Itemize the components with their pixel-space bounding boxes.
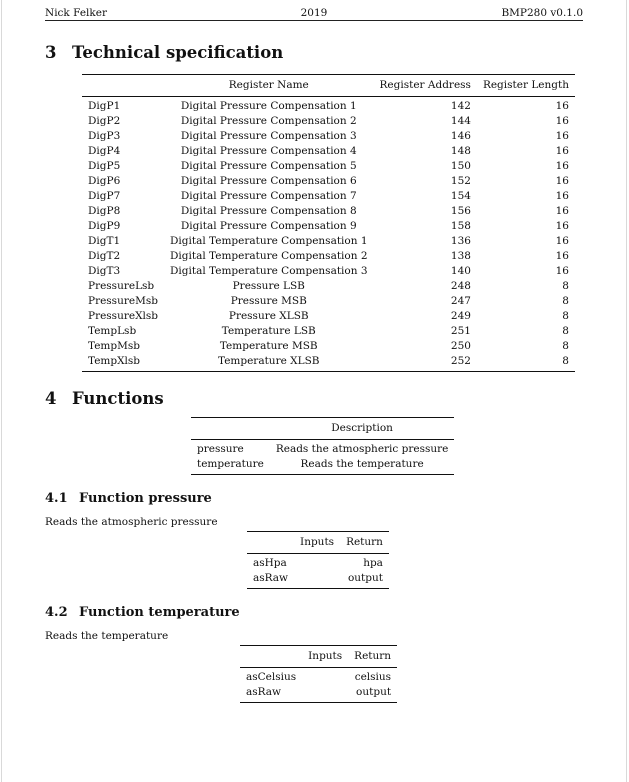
param-col-name [240, 646, 302, 668]
section-heading-functions [45, 389, 164, 408]
register-name: Digital Temperature Compensation 1 [170, 235, 368, 247]
register-id: DigP1 [88, 100, 121, 112]
register-address: 154 [450, 190, 471, 202]
header-doc-version: BMP280 v0.1.0 [501, 7, 583, 19]
register-address: 152 [450, 175, 471, 187]
register-length: 16 [555, 145, 569, 157]
register-name: Digital Pressure Compensation 1 [180, 100, 357, 112]
param-return: output [356, 686, 392, 698]
register-id: DigP7 [88, 190, 121, 202]
register-address: 252 [450, 355, 471, 367]
table-row [82, 97, 575, 115]
register-id: TempLsb [88, 325, 137, 337]
register-id: DigP8 [88, 205, 121, 217]
param-name: asRaw [253, 572, 289, 584]
section-number: 3 [45, 43, 57, 62]
param-col-name [247, 532, 294, 554]
register-length: 16 [555, 250, 569, 262]
register-address: 140 [450, 265, 471, 277]
table-row [82, 174, 575, 189]
register-name: Digital Pressure Compensation 2 [180, 115, 357, 127]
register-col-length: Register Length [482, 79, 569, 91]
param-col-return: Return [354, 650, 392, 662]
register-id: DigP5 [88, 160, 121, 172]
table-row [82, 249, 575, 264]
subsection-number: 4.1 [45, 491, 68, 506]
register-length: 8 [562, 310, 569, 322]
table-row [82, 339, 575, 354]
param-name: asHpa [253, 557, 287, 569]
subsection-number: 4.2 [45, 605, 68, 620]
table-row [82, 129, 575, 144]
functions-col-name [191, 418, 270, 440]
register-id: DigT3 [88, 265, 121, 277]
section-number: 4 [45, 389, 57, 408]
register-table [82, 74, 575, 372]
param-return: celsius [354, 671, 392, 683]
register-name: Digital Temperature Compensation 3 [170, 265, 368, 277]
register-col-name: Register Name [228, 79, 309, 91]
functions-col-description: Description [331, 422, 393, 434]
register-id: PressureMsb [88, 295, 158, 307]
table-row [240, 685, 397, 703]
register-id: DigT1 [88, 235, 121, 247]
register-address: 248 [450, 280, 471, 292]
param-return: output [347, 572, 383, 584]
register-name: Pressure XLSB [228, 310, 309, 322]
param-inputs [302, 685, 348, 703]
register-name: Digital Pressure Compensation 5 [180, 160, 357, 172]
register-address: 136 [450, 235, 471, 247]
register-id: DigP4 [88, 145, 121, 157]
register-name: Digital Pressure Compensation 3 [180, 130, 357, 142]
register-length: 16 [555, 265, 569, 277]
param-return: hpa [363, 557, 383, 569]
functions-table-header [191, 418, 454, 440]
table-row [247, 571, 389, 589]
register-address: 249 [450, 310, 471, 322]
function-name: pressure [197, 443, 244, 455]
register-length: 16 [555, 205, 569, 217]
register-col-id [82, 75, 164, 97]
register-id: DigP9 [88, 220, 121, 232]
register-address: 247 [450, 295, 471, 307]
register-length: 16 [555, 190, 569, 202]
function-description: Reads the temperature [300, 458, 424, 470]
register-name: Digital Pressure Compensation 9 [180, 220, 357, 232]
table-row [82, 219, 575, 234]
register-id: DigP6 [88, 175, 121, 187]
register-address: 250 [450, 340, 471, 352]
register-name: Temperature LSB [221, 325, 316, 337]
register-id: DigP2 [88, 115, 121, 127]
register-length: 16 [555, 100, 569, 112]
register-address: 156 [450, 205, 471, 217]
register-address: 150 [450, 160, 471, 172]
section-title: Technical specification [72, 43, 284, 62]
register-id: DigT2 [88, 250, 121, 262]
param-name: asRaw [246, 686, 282, 698]
register-name: Temperature XLSB [218, 355, 320, 367]
register-address: 158 [450, 220, 471, 232]
register-length: 16 [555, 160, 569, 172]
table-row [82, 189, 575, 204]
register-id: DigP3 [88, 130, 121, 142]
register-name: Pressure MSB [230, 295, 307, 307]
param-col-return: Return [346, 536, 383, 548]
function-pressure-description: Reads the atmospheric pressure [45, 516, 218, 528]
running-header [45, 6, 583, 21]
subsection-heading-function-temperature [45, 605, 240, 620]
subsection-title: Function temperature [79, 605, 240, 620]
function-pressure-table [247, 531, 389, 589]
table-row [191, 440, 454, 458]
param-name: asCelsius [246, 671, 297, 683]
register-address: 138 [450, 250, 471, 262]
register-id: TempMsb [88, 340, 140, 352]
subsection-title: Function pressure [79, 491, 212, 506]
functions-table [191, 417, 454, 475]
param-inputs [302, 668, 348, 686]
register-length: 16 [555, 175, 569, 187]
table-row [82, 144, 575, 159]
table-row [247, 554, 389, 572]
register-length: 16 [555, 130, 569, 142]
table-row [82, 354, 575, 372]
register-length: 8 [562, 340, 569, 352]
register-address: 144 [450, 115, 471, 127]
register-table-header [82, 75, 575, 97]
register-address: 142 [450, 100, 471, 112]
table-row [82, 159, 575, 174]
param-inputs [294, 571, 340, 589]
register-length: 16 [555, 115, 569, 127]
table-row [82, 114, 575, 129]
register-length: 16 [555, 220, 569, 232]
table-row [191, 457, 454, 475]
register-id: PressureLsb [88, 280, 155, 292]
param-col-inputs: Inputs [308, 650, 343, 662]
section-title: Functions [72, 389, 164, 408]
register-address: 146 [450, 130, 471, 142]
register-length: 16 [555, 235, 569, 247]
register-name: Temperature MSB [219, 340, 318, 352]
register-name: Pressure LSB [232, 280, 305, 292]
function-temperature-description: Reads the temperature [45, 630, 169, 642]
register-name: Digital Pressure Compensation 6 [180, 175, 357, 187]
table-row [82, 309, 575, 324]
register-length: 8 [562, 355, 569, 367]
param-inputs [294, 554, 340, 572]
table-row [82, 294, 575, 309]
header-year: 2019 [300, 7, 328, 19]
register-name: Digital Pressure Compensation 8 [180, 205, 357, 217]
table-row [82, 279, 575, 294]
table-row [82, 324, 575, 339]
register-length: 8 [562, 295, 569, 307]
section-heading-technical-specification [45, 43, 283, 62]
register-length: 8 [562, 280, 569, 292]
register-address: 148 [450, 145, 471, 157]
function-temperature-table-header [240, 646, 397, 668]
register-length: 8 [562, 325, 569, 337]
table-row [240, 668, 397, 686]
register-id: TempXlsb [88, 355, 141, 367]
register-id: PressureXlsb [88, 310, 159, 322]
register-name: Digital Temperature Compensation 2 [170, 250, 368, 262]
param-col-inputs: Inputs [300, 536, 335, 548]
function-temperature-table [240, 645, 397, 703]
function-name: temperature [197, 458, 264, 470]
table-row [82, 234, 575, 249]
document-page [1, 0, 627, 782]
header-author: Nick Felker [45, 7, 108, 19]
subsection-heading-function-pressure [45, 491, 212, 506]
function-pressure-table-header [247, 532, 389, 554]
table-row [82, 204, 575, 219]
register-col-address: Register Address [379, 79, 471, 91]
table-row [82, 264, 575, 279]
function-description: Reads the atmospheric pressure [275, 443, 449, 455]
register-address: 251 [450, 325, 471, 337]
register-name: Digital Pressure Compensation 7 [180, 190, 357, 202]
register-name: Digital Pressure Compensation 4 [180, 145, 357, 157]
